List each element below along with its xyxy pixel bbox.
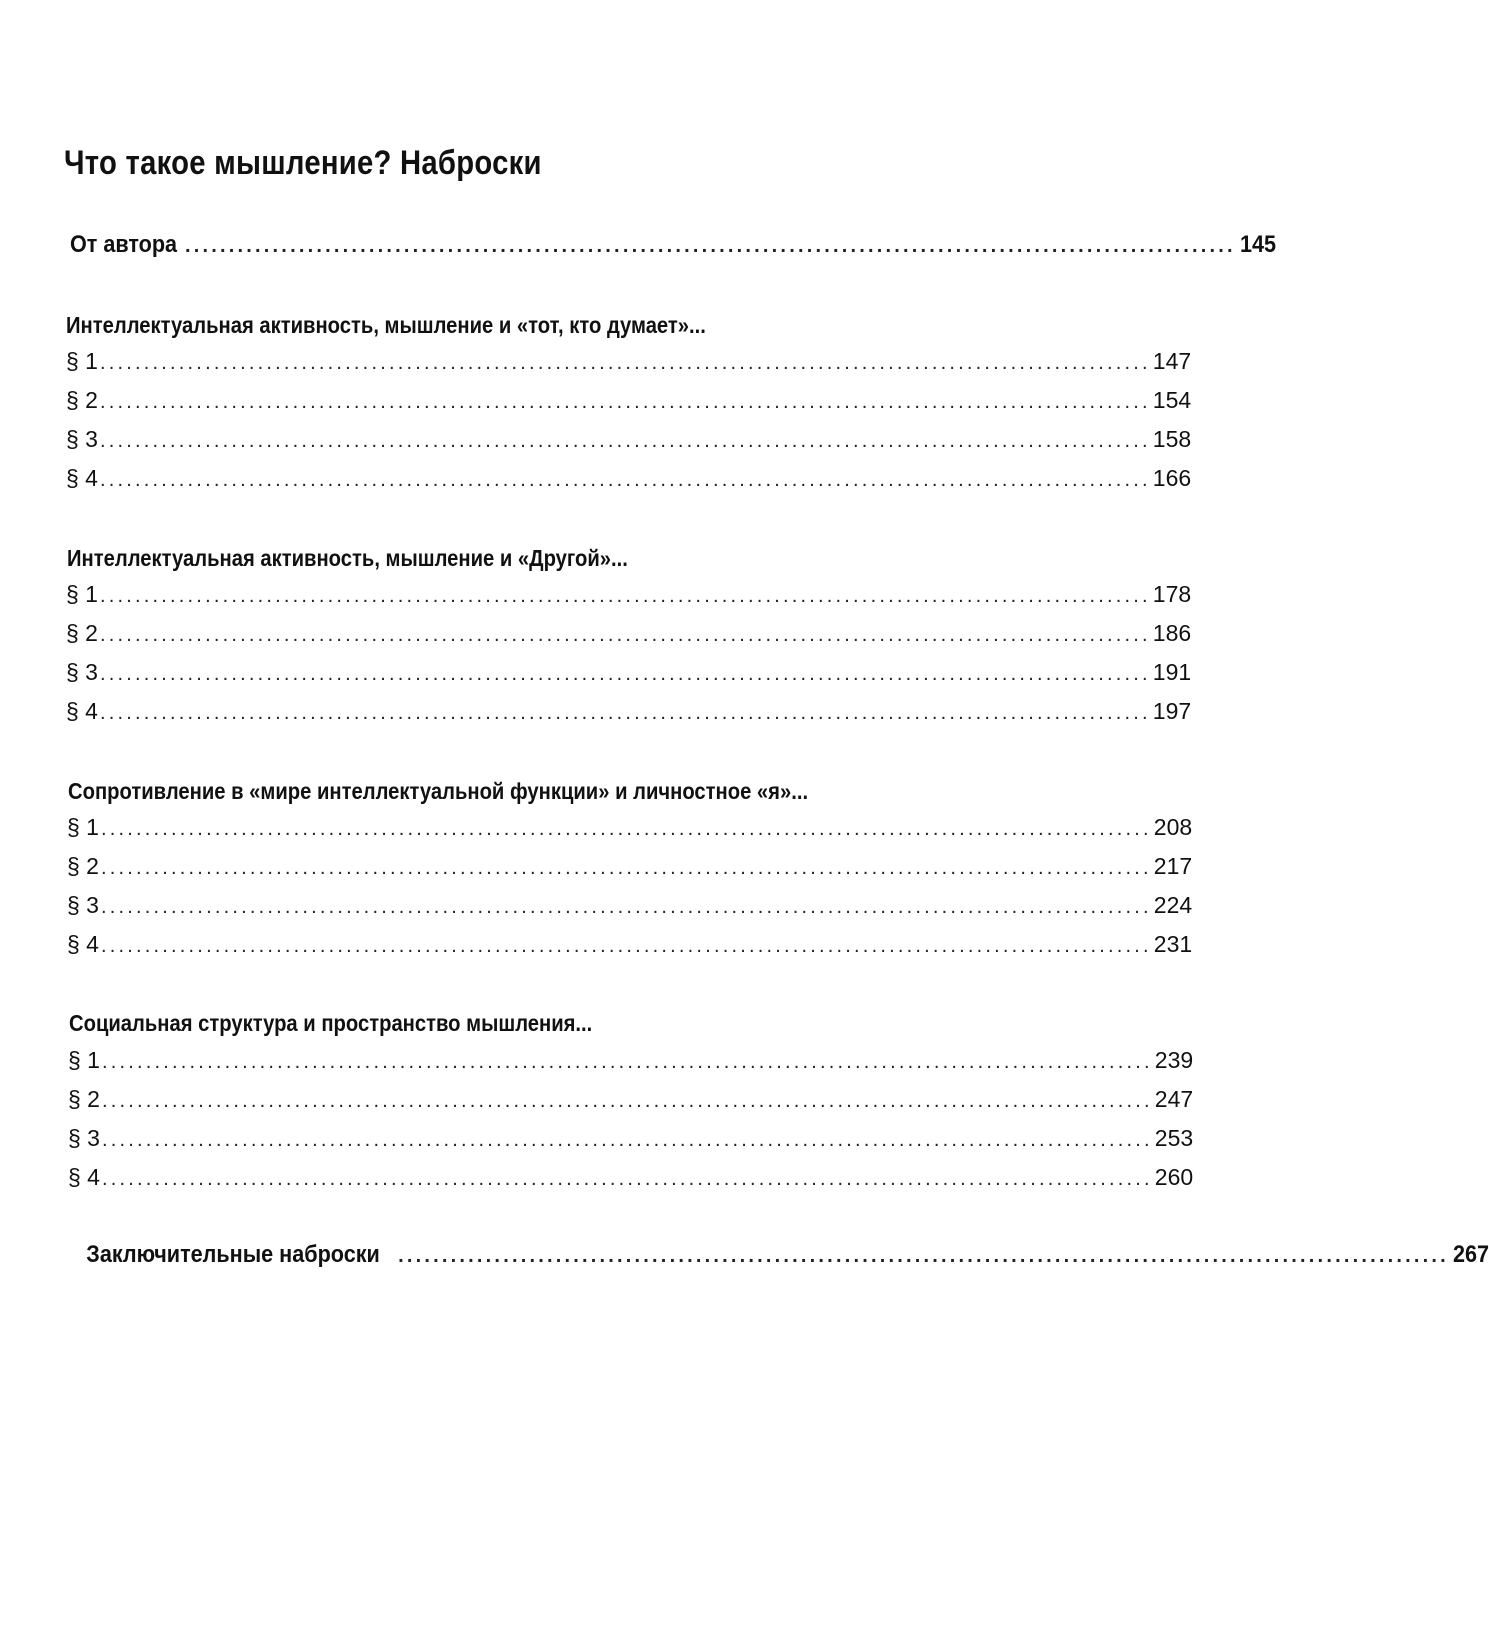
entry-label: § 2 <box>66 387 98 413</box>
dot-leader: ........................................................................................................................ <box>101 1051 1153 1073</box>
dot-leader: ........................................................................................................................ <box>100 857 1152 879</box>
toc-entry <box>68 1043 1194 1077</box>
page-number: 247 <box>1154 1086 1194 1112</box>
dot-leader: ........................................................................................................................ <box>99 352 1151 374</box>
toc-entry <box>67 927 1193 961</box>
entry-label: § 2 <box>68 1086 100 1112</box>
page-number: 231 <box>1153 931 1193 957</box>
toc-entry <box>67 810 1193 844</box>
toc-entry <box>67 849 1193 883</box>
toc-entry <box>66 461 1192 495</box>
entry-label: § 4 <box>68 1164 100 1190</box>
dot-leader: ........................................................................................................................ <box>99 663 1151 685</box>
dot-leader: ........................................................................................................................ <box>100 935 1152 957</box>
entry-label: § 1 <box>68 1047 100 1073</box>
dot-leader: ........................................................................................................................ <box>99 469 1151 491</box>
page-number: 197 <box>1152 698 1192 724</box>
dot-leader: ........................................................................................................................ <box>100 818 1152 840</box>
section-heading: Сопротивление в «мире интеллектуальной функции» и личностное «я»... <box>68 778 809 804</box>
toc-entry <box>68 1160 1194 1194</box>
page-number: 191 <box>1152 659 1192 685</box>
entry-label: § 4 <box>66 465 98 491</box>
toc-entry <box>66 577 1192 611</box>
page-number: 217 <box>1153 853 1193 879</box>
entry-label: § 3 <box>66 426 98 452</box>
page-number: 166 <box>1152 465 1192 491</box>
toc-entry <box>66 344 1192 378</box>
entry-label: § 2 <box>66 620 98 646</box>
toc-entry <box>66 655 1192 689</box>
dot-leader: ........................................................................................................................ <box>101 1090 1153 1112</box>
page-number: 224 <box>1153 892 1193 918</box>
entry-label: § 3 <box>67 892 99 918</box>
dot-leader: ........................................................................................................................ <box>99 391 1151 413</box>
dot-leader: ........................................................................................................................ <box>101 1129 1153 1151</box>
section-heading: Интеллектуальная активность, мышление и «Другой»... <box>67 545 628 571</box>
entry-label: § 4 <box>66 698 98 724</box>
dot-leader: ........................................................................................................................ <box>100 896 1152 918</box>
entry-label: § 1 <box>66 581 98 607</box>
page-number: 145 <box>1239 231 1276 258</box>
page-number: 239 <box>1154 1047 1194 1073</box>
dot-leader: ........................................................................................................................ <box>184 235 1236 257</box>
section-heading: Социальная структура и пространство мышления... <box>69 1010 593 1036</box>
entry-label: Заключительные наброски <box>86 1241 380 1268</box>
toc-entry <box>66 383 1192 417</box>
dot-leader: ........................................................................................................................ <box>99 702 1151 724</box>
page-number: 253 <box>1154 1125 1194 1151</box>
page-number: 186 <box>1152 620 1192 646</box>
toc-entry <box>66 694 1192 728</box>
entry-label: § 1 <box>66 348 98 374</box>
page-number: 267 <box>1452 1241 1489 1268</box>
dot-leader: ........................................................................................................................ <box>99 430 1151 452</box>
toc-entry <box>66 422 1192 456</box>
toc-entry <box>67 888 1193 922</box>
toc-entry <box>68 1121 1194 1155</box>
entry-label: § 3 <box>68 1125 100 1151</box>
entry-label: § 3 <box>66 659 98 685</box>
toc-entry-closing <box>70 1238 1489 1272</box>
page-number: 158 <box>1152 426 1192 452</box>
dot-leader: ........................................................................................................................ <box>99 585 1151 607</box>
page-number: 208 <box>1153 814 1193 840</box>
entry-label: § 1 <box>67 814 99 840</box>
page-number: 147 <box>1152 348 1192 374</box>
toc-title: Что такое мышление? Наброски <box>64 144 542 182</box>
dot-leader: ........................................................................................................................ <box>99 624 1151 646</box>
dot-leader: ........................................................................................................................ <box>101 1168 1153 1190</box>
entry-label: § 4 <box>67 931 99 957</box>
dot-leader: ........................................................................................................................ <box>398 1245 1449 1267</box>
toc-entry <box>68 1082 1194 1116</box>
entry-label: От автора <box>69 231 178 258</box>
toc-entry-intro <box>64 228 1276 262</box>
page-number: 154 <box>1152 387 1192 413</box>
page-number: 178 <box>1152 581 1192 607</box>
page-number: 260 <box>1154 1164 1194 1190</box>
section-heading: Интеллектуальная активность, мышление и «тот, кто думает»... <box>66 312 706 338</box>
entry-label: § 2 <box>67 853 99 879</box>
toc-entry <box>66 616 1192 650</box>
